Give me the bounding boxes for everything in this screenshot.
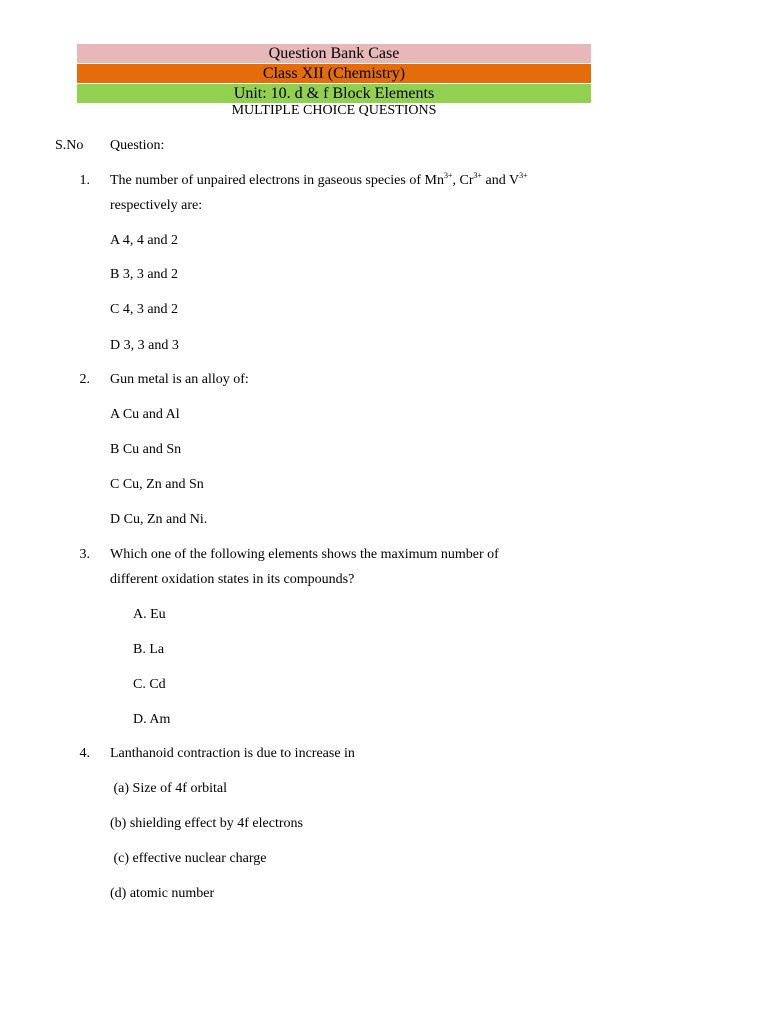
question-text: Which one of the following elements shows the maximum number of	[110, 547, 499, 562]
option-c: C Cu, Zn and Sn	[110, 477, 204, 492]
column-question: Question:	[110, 138, 165, 153]
document-title: Question Bank Case	[268, 45, 400, 62]
question-text: Lanthanoid contraction is due to increase in	[110, 746, 355, 761]
section-heading: MULTIPLE CHOICE QUESTIONS	[231, 103, 437, 118]
option-d: D 3, 3 and 3	[110, 338, 179, 353]
question-text: The number of unpaired electrons in gaseous species of $Mn^{3+}$, $Cr^{3+}$ and $V^{3+}$	[110, 171, 528, 188]
question-text-continued: respectively are:	[110, 198, 203, 213]
title-band	[77, 44, 591, 63]
option-b: B 3, 3 and 2	[110, 267, 179, 282]
option-d: D. Am	[133, 712, 171, 727]
option-d: (d) atomic number	[110, 886, 215, 901]
class-band	[77, 64, 591, 83]
option-a: A 4, 4 and 2	[110, 233, 179, 248]
class-label: Class XII (Chemistry)	[262, 65, 406, 82]
option-a: A Cu and Al	[110, 407, 180, 422]
question-number: 4.	[79, 746, 90, 761]
unit-label: Unit: 10. d & f Block Elements	[233, 85, 435, 102]
question-number: 2.	[79, 372, 90, 387]
question-text-continued: different oxidation states in its compounds?	[110, 572, 355, 587]
unit-band	[77, 84, 591, 103]
option-c: C 4, 3 and 2	[110, 302, 179, 317]
question-number: 1.	[79, 173, 90, 188]
column-sno: S.No	[55, 138, 84, 153]
option-b: B Cu and Sn	[110, 442, 182, 457]
option-a: (a) Size of 4f orbital	[110, 781, 228, 796]
option-b: B. La	[133, 642, 165, 657]
question-text: Gun metal is an alloy of:	[110, 372, 249, 387]
option-a: A. Eu	[133, 607, 166, 622]
question-number: 3.	[79, 547, 90, 562]
option-d: D Cu, Zn and Ni.	[110, 512, 208, 527]
option-c: (c) effective nuclear charge	[110, 851, 267, 866]
option-b: (b) shielding effect by 4f electrons	[110, 816, 303, 831]
option-c: C. Cd	[133, 677, 166, 692]
